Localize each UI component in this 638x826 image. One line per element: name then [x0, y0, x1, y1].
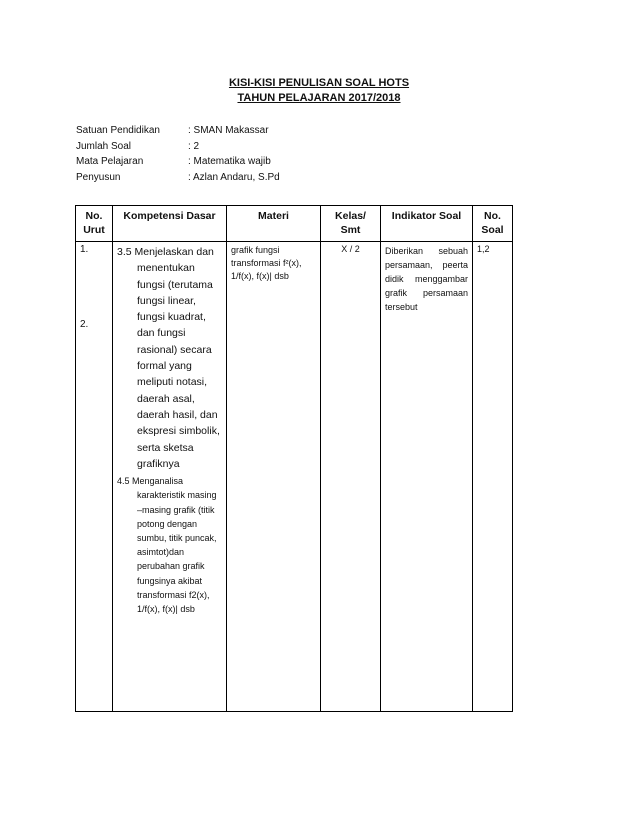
- document-subtitle: TAHUN PELAJARAN 2017/2018: [237, 92, 401, 104]
- row-number-2: 2.: [80, 319, 89, 330]
- cell-kompetensi-dasar: [113, 242, 227, 712]
- info-label: Penyusun: [76, 171, 121, 183]
- info-label: Mata Pelajaran: [76, 156, 144, 167]
- info-label: Satuan Pendidikan: [76, 125, 160, 136]
- kd-4-5: 4.5 Menganalisa karakteristik masing –masing grafik (titik potong dengan sumbu, titik puncak, asimtot)dan perubahan grafik fungsinya akibat transformasi f2(x), 1/f(x), f(x)| dsb: [117, 476, 217, 614]
- info-row-mapel: [76, 154, 280, 170]
- document-title: KISI-KISI PENULISAN SOAL HOTS: [228, 77, 410, 89]
- cell-no-soal: 1,2: [473, 242, 513, 712]
- cell-materi: grafik fungsi transformasi f²(x), 1/f(x), f(x)| dsb: [227, 242, 321, 712]
- info-block: [76, 123, 280, 185]
- table-row: [76, 242, 513, 712]
- info-value: : Azlan Andaru, S.Pd: [188, 171, 280, 183]
- header-kompetensi-dasar: Kompetensi Dasar: [113, 206, 227, 242]
- header-no-urut: No. Urut: [76, 206, 113, 242]
- header-kelas-smt: Kelas/ Smt: [321, 206, 381, 242]
- kisi-kisi-table: [75, 205, 513, 712]
- table-header-row: [76, 206, 513, 242]
- row-number-1: 1.: [80, 244, 89, 255]
- header-indikator-soal: Indikator Soal: [381, 206, 473, 242]
- cell-indikator-soal: Diberikan sebuah persamaan, peerta didik menggambar grafik persamaan tersebut: [381, 242, 473, 712]
- kd-3-5: 3.5 Menjelaskan dan menentukan fungsi (terutama fungsi linear, fungsi kuadrat, dan fungsi rasional) secara formal yang meliputi notasi, daerah asal, daerah hasil, dan ekspresi simbolik, serta sketsa grafiknya: [117, 246, 220, 470]
- info-row-satuan: [76, 123, 280, 139]
- info-row-jumlah: [76, 139, 280, 155]
- cell-no-urut: [76, 242, 113, 712]
- info-row-penyusun: [76, 170, 280, 186]
- header-materi: Materi: [227, 206, 321, 242]
- info-value: : 2: [188, 140, 200, 152]
- info-value: : SMAN Makassar: [188, 125, 269, 136]
- cell-kelas-smt: X / 2: [321, 242, 381, 712]
- info-label: Jumlah Soal: [76, 140, 132, 152]
- header-no-soal: No. Soal: [473, 206, 513, 242]
- info-value: : Matematika wajib: [188, 156, 271, 167]
